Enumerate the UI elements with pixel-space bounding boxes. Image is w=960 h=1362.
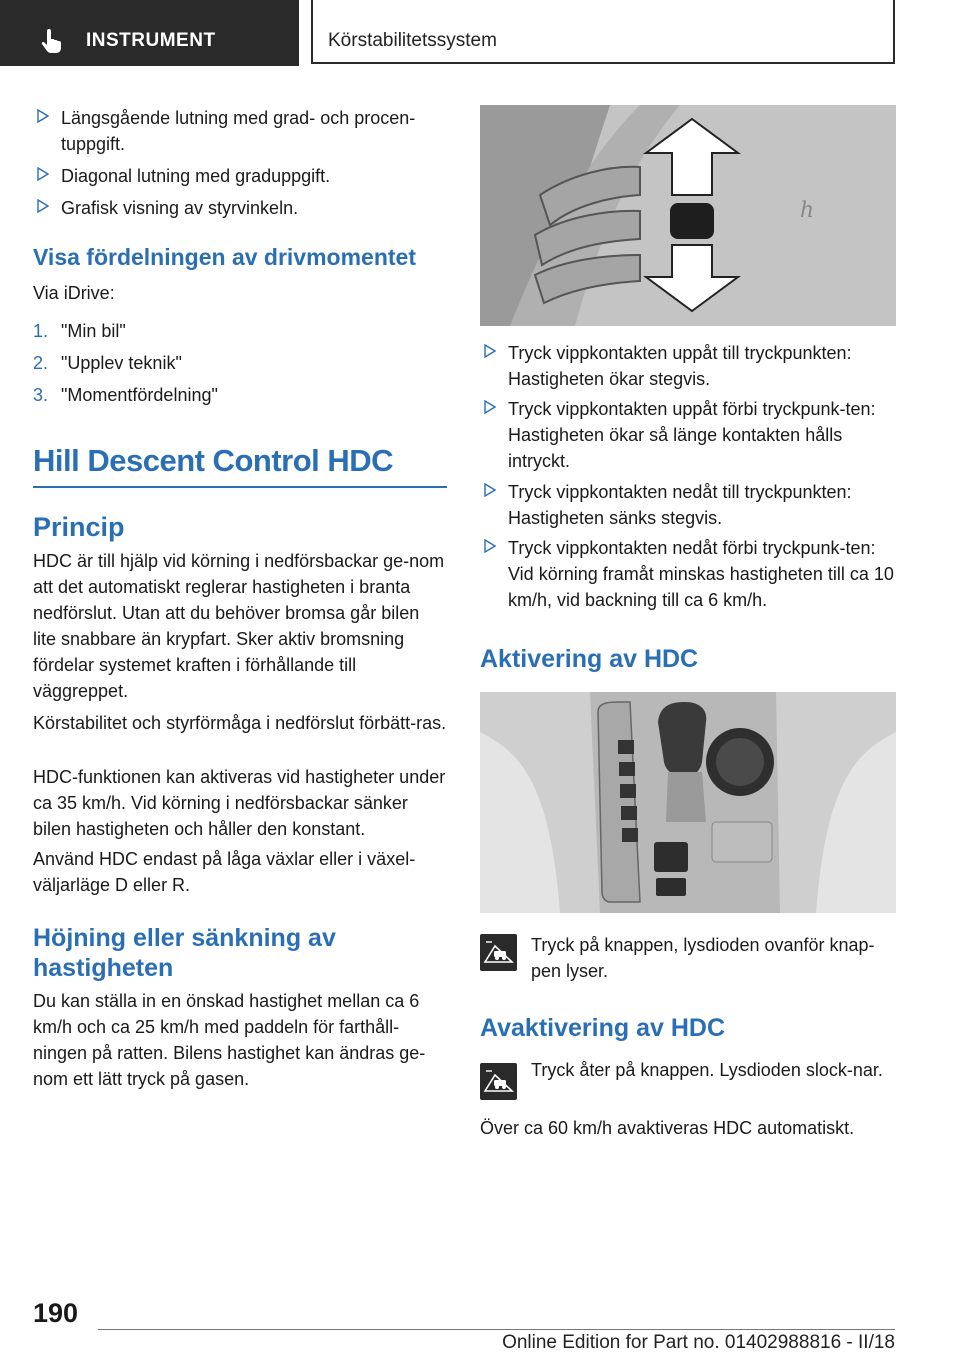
triangle-bullet-icon [484, 483, 496, 497]
hill-descent-icon [480, 934, 517, 971]
footer-divider [98, 1329, 895, 1330]
list-item: Tryck vippkontakten uppåt till tryckpunkten: Hastigheten ökar stegvis. [480, 340, 896, 392]
principle-paragraph-2: Körstabilitet och styrförmåga i nedförslut förbätt-ras. [33, 713, 447, 733]
principle-paragraph-3: HDC-funktionen kan aktiveras vid hastigheter under ca 35 km/h. Vid körning i nedförsbackar sänker bilen hastigheten och håller den konstant. [33, 767, 446, 839]
header-title-box [311, 0, 895, 64]
principle-paragraph-4: Använd HDC endast på låga växlar eller i växel-väljarläge D eller R. [33, 849, 416, 895]
hill-descent-icon [480, 1063, 517, 1100]
via-idrive-text: Via iDrive: [33, 283, 115, 303]
page-number: 190 [33, 1298, 79, 1328]
hdc-button-icon [480, 934, 517, 971]
list-item: Grafisk visning av styrvinkeln. [33, 195, 447, 221]
deactivation-text: Tryck åter på knappen. Lysdioden slock-nar. [531, 1060, 883, 1080]
steering-wheel-photo [480, 105, 896, 326]
header-section-tab [0, 0, 299, 66]
principle-heading: Princip [33, 512, 125, 542]
triangle-bullet-icon [484, 539, 496, 553]
list-item: Tryck vippkontakten uppåt förbi tryckpunk-ten: Hastigheten ökar så länge kontakten hålls intryckt. [480, 396, 896, 474]
list-item: Längsgående lutning med grad- och procen-tuppgift. [33, 105, 447, 157]
activation-heading: Aktivering av HDC [480, 645, 699, 673]
distribution-heading: Visa fördelningen av drivmomentet [33, 244, 417, 270]
steering-wheel-illustration [480, 105, 896, 326]
deactivation-heading: Avaktivering av HDC [480, 1014, 725, 1042]
triangle-bullet-icon [37, 109, 49, 123]
list-item: Tryck vippkontakten nedåt förbi tryckpunk-ten: Vid körning framåt minskas hastigheten till ca 10 km/h, vid backning till ca 6 km/h. [480, 535, 896, 613]
principle-paragraph-1: HDC är till hjälp vid körning i nedförsbackar ge-nom att det automatiskt reglerar hastigheten i branta nedförslut. Utan att du behöver bromsa går bilen lite snabbare än krypfart. Sker aktiv bromsning fördelar systemet kraften i förhållande till väggreppet. [33, 551, 445, 701]
heading-divider [33, 486, 447, 488]
pointing-hand-icon [40, 28, 64, 54]
auto-deactivation-text: Över ca 60 km/h avaktiveras HDC automatiskt. [480, 1118, 855, 1138]
header-chapter-title: Körstabilitetssystem [328, 30, 497, 51]
list-item: Tryck vippkontakten nedåt till tryckpunkten: Hastigheten sänks stegvis. [480, 479, 896, 531]
header-section-label: INSTRUMENT [86, 30, 216, 51]
hdc-button-icon [480, 1063, 517, 1100]
activation-text: Tryck på knappen, lysdioden ovanför knap-pen lyser. [531, 935, 875, 981]
center-console-illustration [480, 692, 896, 913]
triangle-bullet-icon [484, 400, 496, 414]
triangle-bullet-icon [37, 199, 49, 213]
speed-heading: Höjning eller sänkning av hastigheten [33, 924, 336, 982]
main-section-heading: Hill Descent Control HDC [33, 443, 394, 478]
triangle-bullet-icon [37, 167, 49, 181]
speed-paragraph: Du kan ställa in en önskad hastighet mellan ca 6 km/h och ca 25 km/h med paddeln för farthåll-ningen på ratten. Bilens hastighet kan ändras ge-nom ett lätt tryck på gasen. [33, 991, 426, 1089]
footer-edition: Online Edition for Part no. 01402988816 - II/18 [502, 1332, 895, 1353]
svg-text:ℎ: ℎ [800, 198, 815, 223]
triangle-bullet-icon [484, 344, 496, 358]
center-console-photo [480, 692, 896, 913]
list-item: Diagonal lutning med graduppgift. [33, 163, 447, 189]
